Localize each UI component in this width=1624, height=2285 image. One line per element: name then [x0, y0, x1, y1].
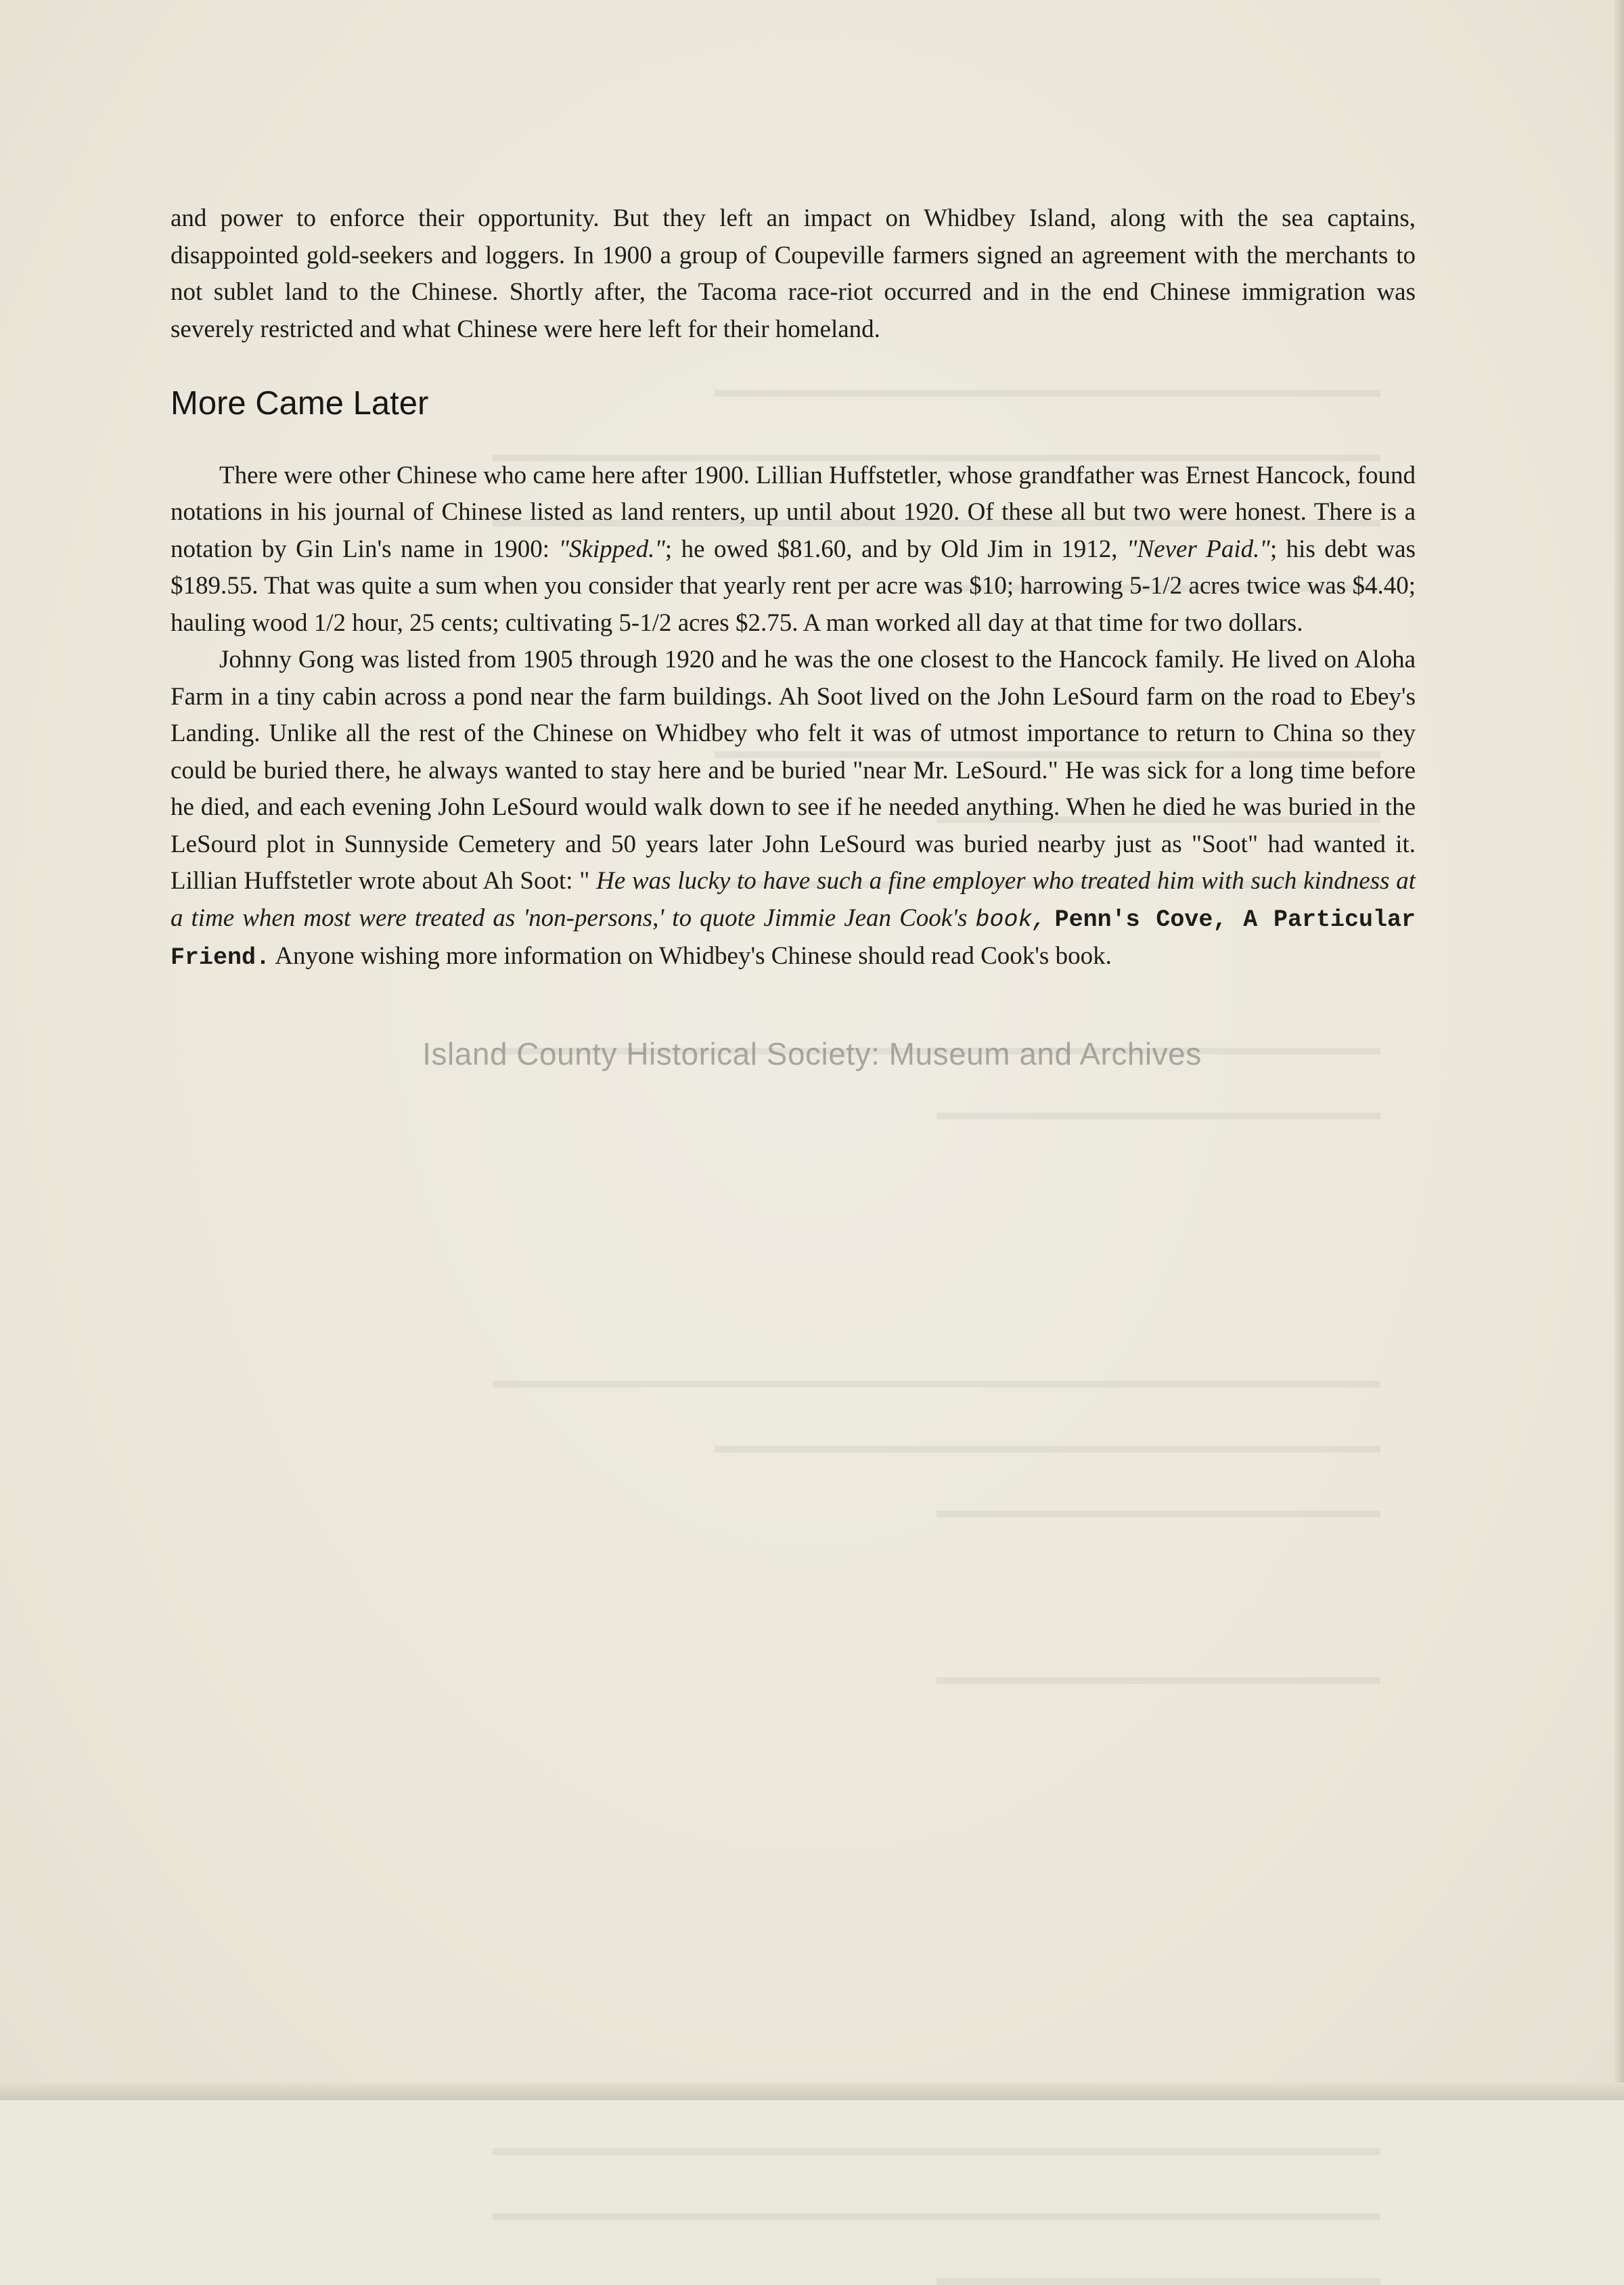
quote-never-paid: "Never Paid." — [1126, 535, 1270, 563]
paragraph-land-renters — [171, 458, 1416, 642]
paragraph-2-text-3: ; his debt was $189.55. That was quite a sum when you consider that yearly rent per acre was $10; harrowing 5-1/2 acres twice was $4.40; hauling wood 1/2 hour, 25 cents; cultivating 5-1/2 acres $2.75. A man worked all day at that time for two dollars. — [171, 535, 1416, 637]
paragraph-2-text-1: There were other Chinese who came here after 1900. Lillian Huffstetler, whose grandfather was Ernest Hancock, found notations in his journal of Chinese listed as land renters, up until about 1920. Of these all but two were honest. There is a notation by Gin Lin's name in 1900: — [171, 461, 1416, 563]
book-word: book, — [975, 906, 1047, 933]
paragraph-3-text-1: Johnny Gong was listed from 1905 through 1920 and he was the one closest to the Hancock family. He lived on Aloha Farm in a tiny cabin across a pond near the farm buildings. Ah Soot lived on the John LeSourd farm on the road to Ebey's Landing. Unlike all the rest of the Chinese on Whidbey who felt it was of utmost importance to return to China so they could be buried there, he always wanted to stay here and be buried "near Mr. LeSourd." He was sick for a long time before he died, and each evening John LeSourd would walk down to see if he needed anything. When he died he was buried in the LeSourd plot in Sunnyside Cemetery and 50 years later John LeSourd was buried nearby just as "Soot" had wanted it. Lillian Huffstetler wrote about Ah Soot: " — [171, 646, 1416, 895]
archive-watermark: Island County Historical Society: Museum and Archives — [422, 1036, 1202, 1071]
paragraph-2-text-2: ; he owed $81.60, and by Old Jim in 1912, — [664, 535, 1127, 563]
page-edge-bottom — [0, 2083, 1624, 2100]
page-edge-right — [1615, 0, 1624, 2100]
quote-skipped: "Skipped." — [558, 535, 665, 563]
document-body — [171, 200, 1416, 977]
paragraph-ah-soot — [171, 642, 1416, 977]
opening-paragraph: and power to enforce their opportunity. But they left an impact on Whidbey Island, along with the sea captains, disappointed gold-seekers and loggers. In 1900 a group of Coupeville farmers signed an agreement with the merchants to not sublet land to the Chinese. Shortly after, the Tacoma race-riot occurred and in the end Chinese immigration was severely restricted and what Chinese were here left for their homeland. — [171, 204, 1416, 343]
section-heading: More Came Later — [171, 385, 429, 422]
paragraph-3-text-2: Anyone wishing more information on Whidbey's Chinese should read Cook's book. — [270, 942, 1112, 971]
book-title: Penn's Cove, A Particular Friend. — [171, 906, 1416, 972]
huffstetler-quote: He was lucky to have such a fine employer who treated him with such kindness at a time when most were treated as 'non-persons,' to quote Jimmie Jean Cook's — [171, 867, 1416, 932]
